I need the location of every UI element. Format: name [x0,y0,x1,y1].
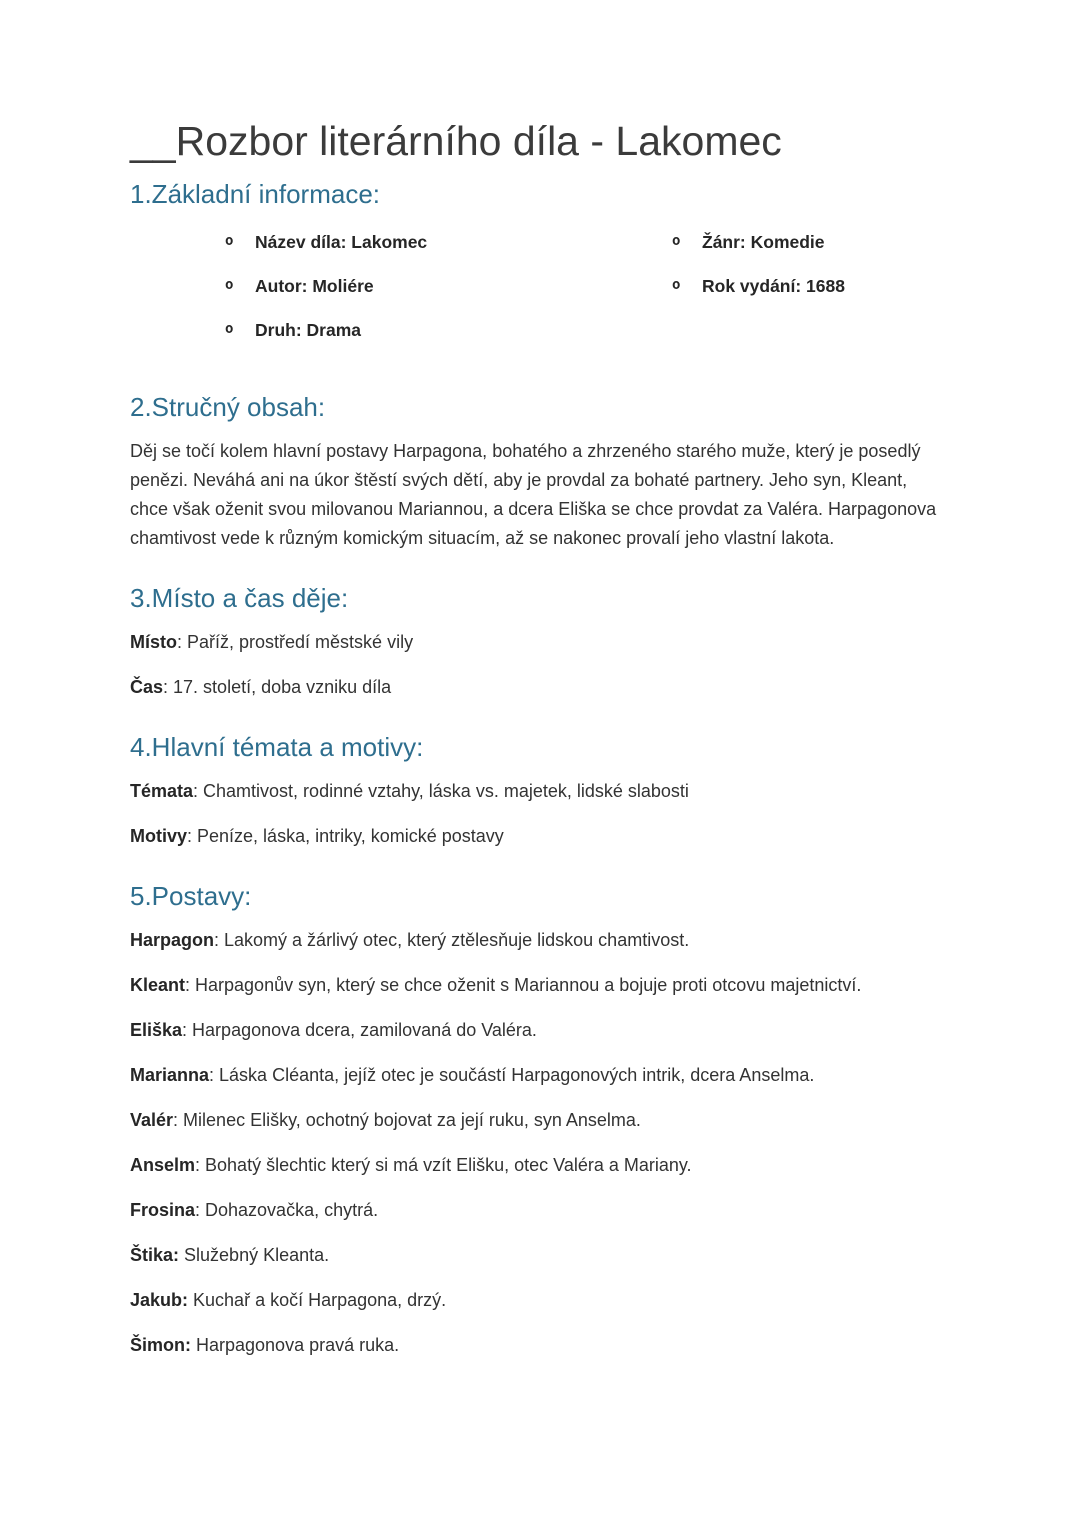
character-line-marianna [130,1061,950,1090]
section-heading-summary: 2.Stručný obsah: [130,392,326,422]
section-heading-basic-info: 1.Základní informace: [130,179,381,209]
summary-paragraph: Děj se točí kolem hlavní postavy Harpagona, bohatého a zhrzeného starého muže, který je posedlý penězi. Neváhá ani na úkor štěstí svých dětí, aby je provdal za bohaté partnery. Jeho syn, Kleant, chce však oženit svou milovanou Mariannou, a dcera Eliška se chce provdat za Valéra. Harpagonova chamtivost vede k různým komickým situacím, až se nakonec provalí jeho vlastní lakota. [130,441,937,548]
list-item-text: Autor: Moliére [255,276,374,296]
character-description: : Lakomý a žárlivý otec, který ztělesňuje lidskou chamtivost. [214,930,690,950]
section-basic-info [130,179,950,362]
character-description: Harpagonova pravá ruka. [191,1335,400,1355]
circle-bullet-icon: o [225,233,234,249]
circle-bullet-icon: o [225,277,234,293]
list-item-title [225,230,577,254]
character-line-simon [130,1331,950,1360]
field-text-motifs: : Peníze, láska, intriky, komické postavy [187,826,504,846]
character-name: Marianna [130,1065,210,1085]
basic-info-columns [130,230,950,362]
section-heading-place-time: 3.Místo a čas děje: [130,583,349,613]
section-heading-themes: 4.Hlavní témata a motivy: [130,732,424,762]
field-label-themes: Témata [130,781,194,801]
basic-info-right-list [577,230,950,362]
character-description: Kuchař a kočí Harpagona, drzý. [188,1290,447,1310]
field-text-place: : Paříž, prostředí městské vily [177,632,414,652]
character-name: Kleant [130,975,186,995]
list-item-zanr [672,230,950,254]
character-line-kleant [130,971,950,1000]
field-label-motifs: Motivy [130,826,188,846]
character-description: : Milenec Elišky, ochotný bojovat za její ruku, syn Anselma. [173,1110,641,1130]
character-name: Štika: [130,1245,180,1265]
character-name: Anselm [130,1155,196,1175]
field-label-time: Čas [130,677,164,697]
list-item-text: Název díla: Lakomec [255,232,428,252]
field-text-themes: : Chamtivost, rodinné vztahy, láska vs. majetek, lidské slabosti [193,781,689,801]
list-item-genre-type [225,318,577,342]
character-line-jakub [130,1286,950,1315]
basic-info-left-list [130,230,577,362]
character-description: : Dohazovačka, chytrá. [195,1200,379,1220]
list-item-text: Druh: Drama [255,320,361,340]
character-name: Valér [130,1110,174,1130]
list-item-author [225,274,577,298]
character-line-valer [130,1106,950,1135]
place-line [130,628,950,657]
field-label-place: Místo [130,632,177,652]
circle-bullet-icon: o [225,321,234,337]
section-characters [130,881,950,1360]
character-description: : Harpagonova dcera, zamilovaná do Valéra. [182,1020,537,1040]
circle-bullet-icon: o [672,233,681,249]
character-name: Jakub: [130,1290,189,1310]
character-name: Frosina [130,1200,196,1220]
time-line [130,673,950,702]
character-description: Služebný Kleanta. [179,1245,330,1265]
character-name: Eliška [130,1020,183,1040]
character-name: Harpagon [130,930,215,950]
list-item-text: Žánr: Komedie [702,232,825,252]
character-line-eliska [130,1016,950,1045]
character-line-harpagon [130,926,950,955]
motifs-line [130,822,950,851]
document-title: __Rozbor literárního díla - Lakomec [130,118,782,164]
character-line-anselm [130,1151,950,1180]
circle-bullet-icon: o [672,277,681,293]
section-heading-characters: 5.Postavy: [130,881,252,911]
character-name: Šimon: [130,1335,191,1355]
character-description: : Harpagonův syn, který se chce oženit s Mariannou a bojuje proti otcovu majetnictví. [185,975,862,995]
character-line-stika [130,1241,950,1270]
section-place-time [130,583,950,702]
section-summary [130,392,950,553]
character-description: : Bohatý šlechtic který si má vzít Elišku, otec Valéra a Mariany. [195,1155,692,1175]
themes-line [130,777,950,806]
field-text-time: : 17. století, doba vzniku díla [163,677,392,697]
section-themes-motifs [130,732,950,851]
character-description: : Láska Cléanta, jejíž otec je součástí Harpagonových intrik, dcera Anselma. [209,1065,815,1085]
list-item-year [672,274,950,298]
character-line-frosina [130,1196,950,1225]
list-item-text: Rok vydání: 1688 [702,276,845,296]
